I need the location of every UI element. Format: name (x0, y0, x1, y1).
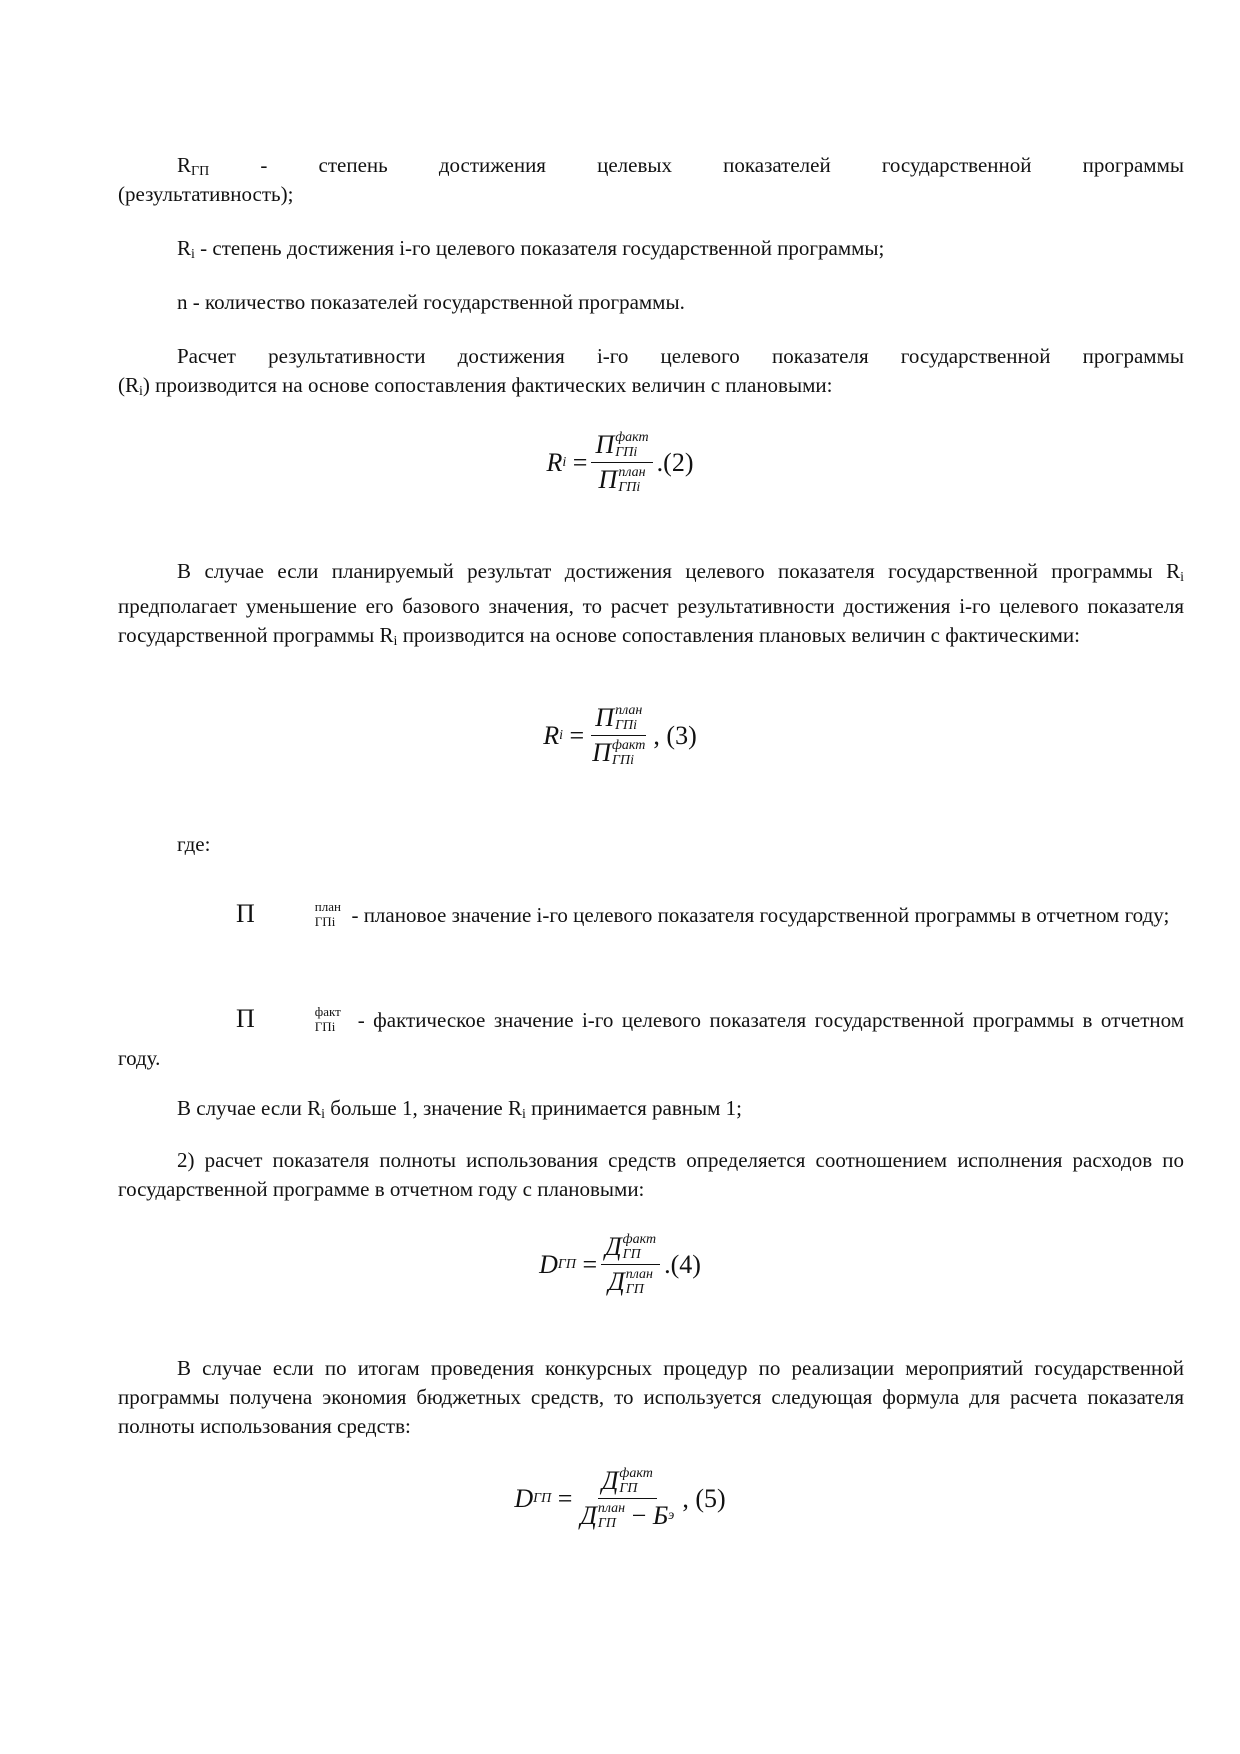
decrease-case-paragraph: В случае если планируемый результат достижения целевого показателя государственной программы $R_i$ предполагает уменьшение его базового значения, то расчет результативности достижения i-го целевого показателя государственной программы $R_i$ производится на основе сопоставления плановых величин с фактическими: (118, 559, 1184, 649)
formula-3: R i = П план ГПi П факт ГПi , (3) (543, 703, 697, 768)
calc-paragraph-line2: $(R_i)$ производится на основе сопоставления фактических величин с плановыми: (118, 373, 833, 399)
plan-definition: П план ГПi - плановое значение i-го целевого показателя государственной программы в отчетном году; (118, 895, 1184, 934)
rgp-definition-cont: (результативность); (118, 182, 294, 206)
formula-2: R i = П факт ГПi П план ГПi .(2) (546, 430, 694, 495)
n-definition: n - количество показателей государственной программы. (177, 290, 685, 314)
formula-4: D ГП = Д факт ГП Д план ГП .(4) (539, 1232, 701, 1297)
fact-definition: П факт ГПi - фактическое значение i-го целевого показателя государственной программы в отчетном году. (118, 1000, 1184, 1077)
formula-5: D ГП = Д факт ГП Д план ГП − Б э , (5) (514, 1466, 726, 1531)
economy-paragraph: В случае если по итогам проведения конкурсных процедур по реализации мероприятий государственной программы получена экономия бюджетных средств, то используется следующая формула для расчета показателя полноты использования средств: (118, 1356, 1184, 1438)
where-label: где: (177, 832, 211, 856)
fact-symbol: П факт ГПi (236, 1004, 341, 1034)
rgp-definition: $R_{ГП}$ - степень достижения целевых показателей государственной программы (177, 153, 1184, 179)
ri-definition: $R_i$ - степень достижения i-го целевого показателя государственной программы; (177, 236, 885, 262)
plan-symbol: П план ГПi (236, 899, 341, 929)
funds-paragraph: 2) расчет показателя полноты использования средств определяется соотношением исполнения расходов по государственной программе в отчетном году с плановыми: (118, 1148, 1184, 1201)
calc-paragraph-line1: Расчет результативности достижения i-го целевого показателя государственной программы (177, 344, 1184, 368)
ri-cap-paragraph: В случае если $R_i$ больше 1, значение $R_i$ принимается равным 1; (177, 1096, 742, 1122)
